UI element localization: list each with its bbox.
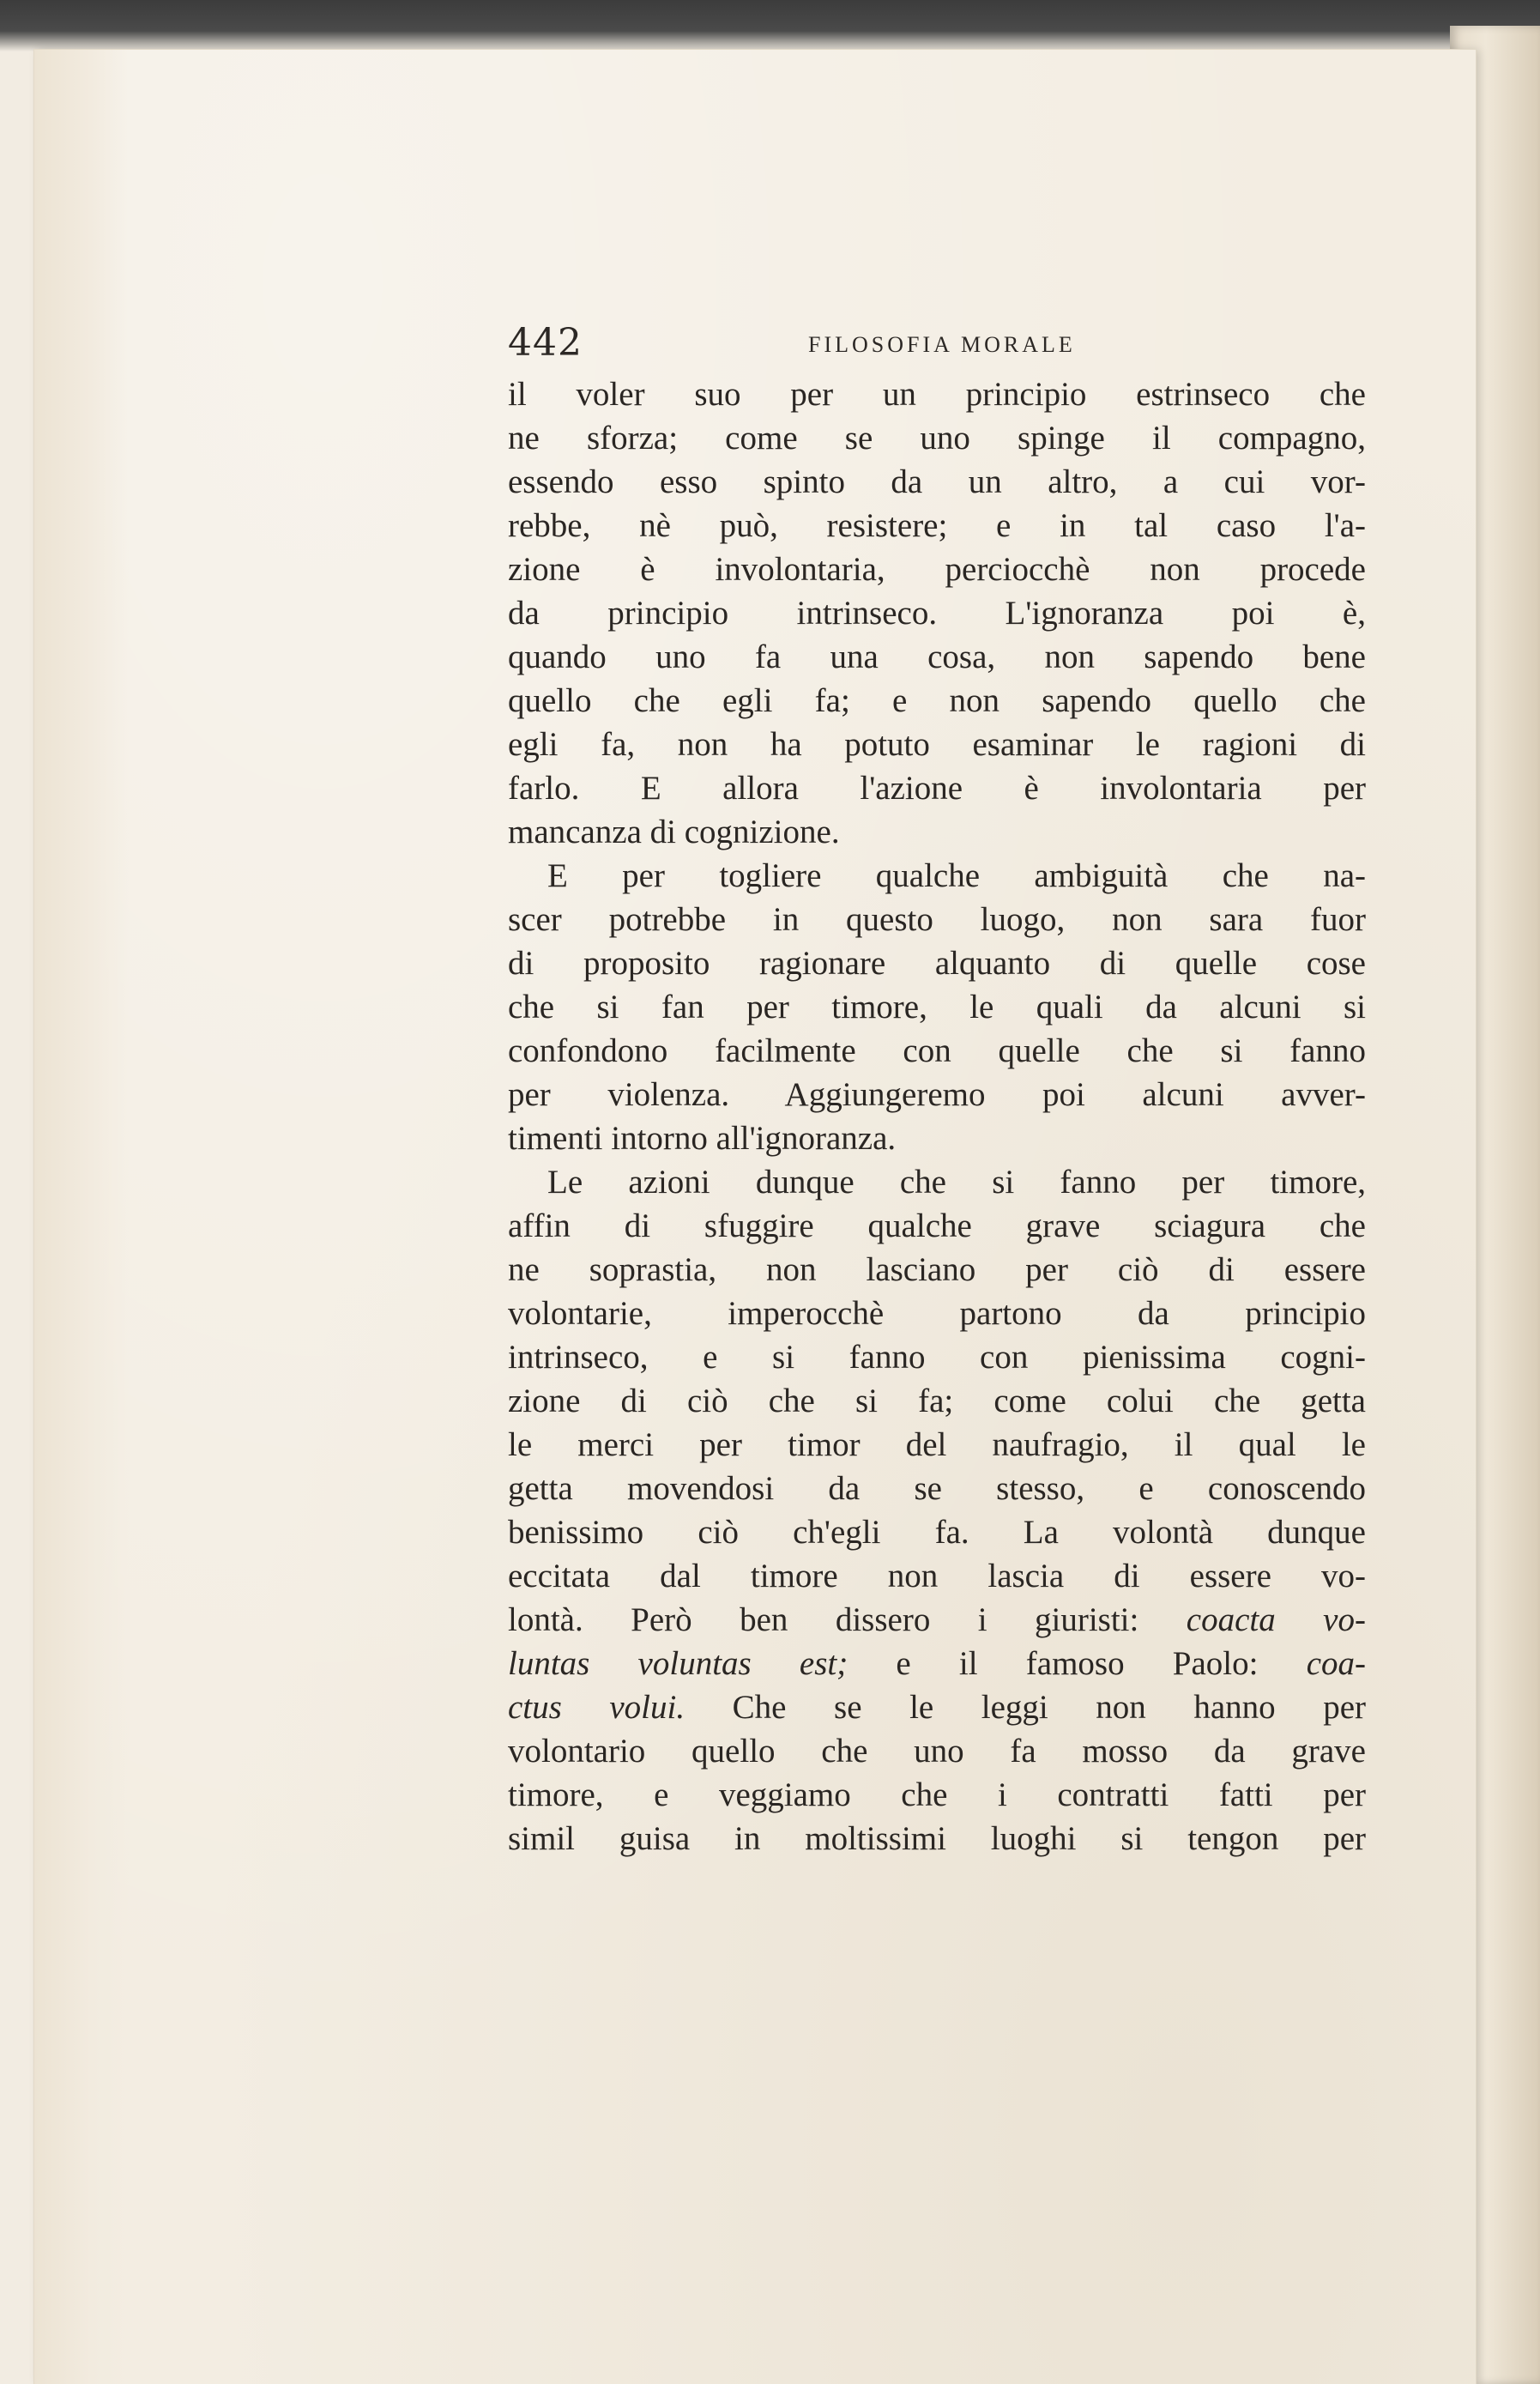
text-line: zione è involontaria, perciocchè non procede (508, 551, 1366, 588)
text-line: volontario quello che uno fa mosso da grave (508, 1733, 1366, 1770)
text-segment: lontà. Però ben dissero i giuristi: (508, 1601, 1139, 1638)
running-title: FILOSOFIA MORALE (808, 332, 1076, 357)
text-line: affin di sfuggire qualche grave sciagura che (508, 1207, 1366, 1244)
text-line: scer potrebbe in questo luogo, non sara fuor (508, 901, 1366, 938)
text-line-mixed (508, 1685, 1366, 1729)
text-line-mixed (508, 1598, 1366, 1642)
text-line: ne soprastia, non lasciano per ciò di essere (508, 1251, 1366, 1288)
text-line: mancanza di cognizione. (508, 814, 840, 850)
text-line: egli fa, non ha potuto esaminar le ragioni di (508, 726, 1366, 763)
text-line: intrinseco, e si fanno con pienissima cogni- (508, 1339, 1366, 1376)
text-line: farlo. E allora l'azione è involontaria per (508, 770, 1366, 807)
running-head (508, 319, 1366, 367)
text-line: ne sforza; come se uno spinge il compagno, (508, 420, 1366, 457)
text-segment: e il famoso Paolo: (896, 1645, 1259, 1682)
text-line: eccitata dal timore non lascia di essere vo- (508, 1558, 1366, 1594)
text-line: il voler suo per un principio estrinseco che (508, 376, 1366, 413)
text-line: quello che egli fa; e non sapendo quello che (508, 682, 1366, 719)
page-deckle-edge (34, 50, 129, 2384)
page-number: 442 (508, 321, 583, 365)
text-line: da principio intrinseco. L'ignoranza poi è, (508, 595, 1366, 632)
text-line: rebbe, nè può, resistere; e in tal caso l'a- (508, 507, 1366, 544)
text-line: che si fan per timore, le quali da alcuni si (508, 989, 1366, 1026)
text-line: simil guisa in moltissimi luoghi si tengon per (508, 1820, 1366, 1857)
latin-quote: coacta vo- (1186, 1601, 1366, 1638)
text-line: essendo esso spinto da un altro, a cui vor- (508, 463, 1366, 500)
text-line: volontarie, imperocchè partono da principio (508, 1295, 1366, 1332)
text-segment: Che se le leggi non hanno per (732, 1689, 1366, 1726)
text-line: benissimo ciò ch'egli fa. La volontà dunque (508, 1514, 1366, 1551)
latin-quote: luntas voluntas est; (508, 1645, 849, 1682)
text-line-mixed (508, 1642, 1366, 1685)
text-line: Le azioni dunque che si fanno per timore, (547, 1164, 1366, 1201)
text-line: quando uno fa una cosa, non sapendo bene (508, 638, 1366, 675)
text-line: confondono facilmente con quelle che si fanno (508, 1032, 1366, 1069)
body-text (508, 372, 1366, 1861)
text-line: timenti intorno all'ignoranza. (508, 1120, 897, 1157)
text-line: per violenza. Aggiungeremo poi alcuni avver- (508, 1076, 1366, 1113)
text-line: le merci per timor del naufragio, il qual le (508, 1426, 1366, 1463)
text-block (508, 319, 1366, 1861)
text-line: zione di ciò che si fa; come colui che getta (508, 1383, 1366, 1419)
text-line: timore, e veggiamo che i contratti fatti per (508, 1776, 1366, 1813)
text-line: getta movendosi da se stesso, e conoscendo (508, 1470, 1366, 1507)
scanner-top-band (0, 0, 1540, 51)
text-line: di proposito ragionare alquanto di quelle cose (508, 945, 1366, 982)
latin-quote: ctus volui. (508, 1689, 685, 1726)
latin-quote: coa- (1306, 1645, 1366, 1682)
text-line: E per togliere qualche ambiguità che na- (547, 857, 1366, 894)
